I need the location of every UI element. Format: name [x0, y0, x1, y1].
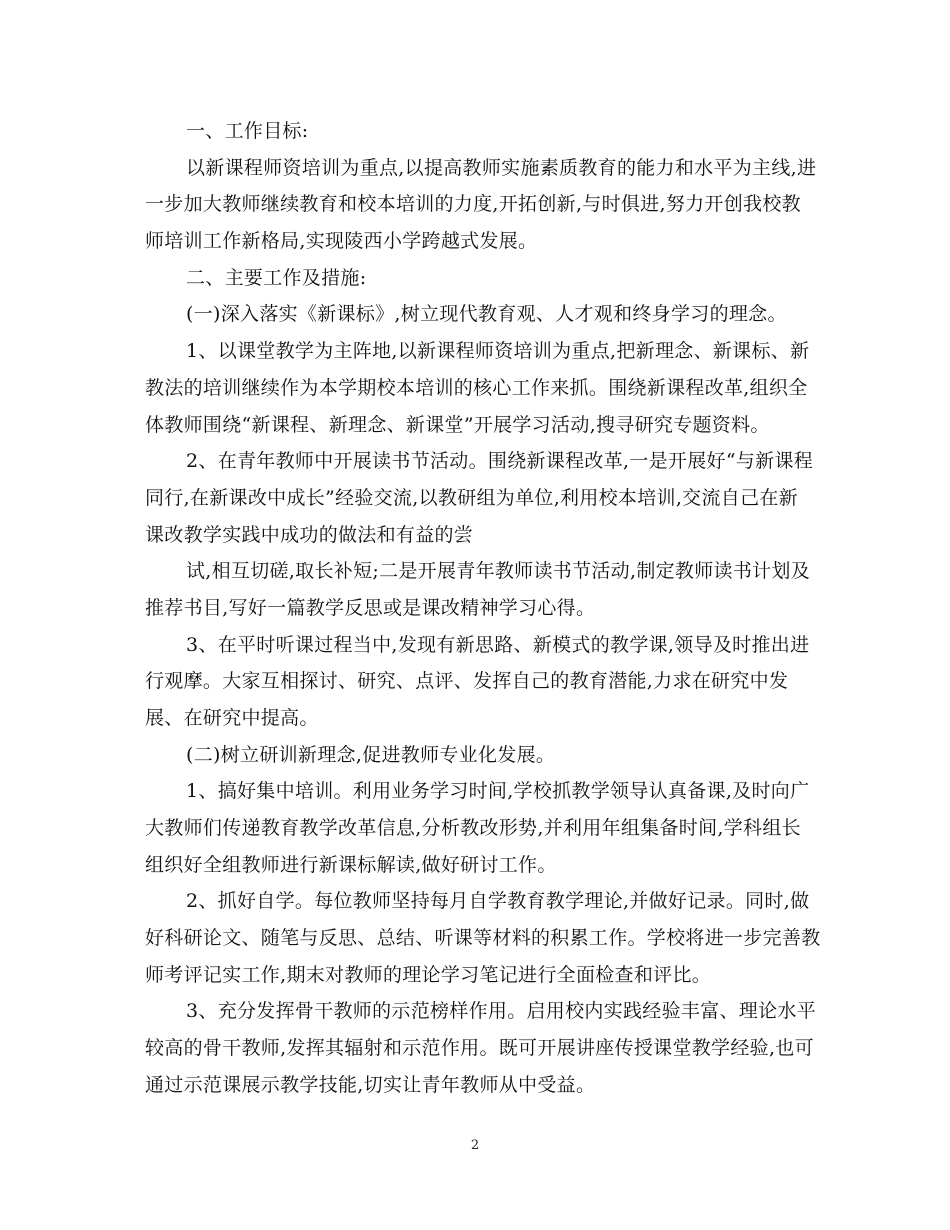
subsection-heading-1: (一)深入落实《新课标》,树立现代教育观、人才观和终身学习的理念。 — [186, 303, 787, 325]
paragraph-line: 组织好全组教师进行新课标解读,做好研讨工作。 — [145, 854, 557, 876]
paragraph-line: 以新课程师资培训为重点,以提高教师实施素质教育的能力和水平为主线,进 — [186, 157, 817, 179]
section-heading-goals: 一、工作目标: — [186, 120, 309, 142]
paragraph-line: 较高的骨干教师,发挥其辐射和示范作用。既可开展讲座传授课堂教学经验,也可 — [145, 1037, 814, 1059]
paragraph-line: 师考评记实工作,期末对教师的理论学习笔记进行全面检查和评比。 — [145, 964, 712, 986]
paragraph-line: 好科研论文、随笔与反思、总结、听课等材料的积累工作。学校将进一步完善教 — [145, 927, 821, 949]
paragraph-line: 1、以课堂教学为主阵地,以新课程师资培训为重点,把新理念、新课标、新 — [186, 340, 810, 362]
paragraph-line: 行观摩。大家互相探讨、研究、点评、发挥自己的教育潜能,力求在研究中发 — [145, 670, 789, 692]
section-heading-measures: 二、主要工作及措施: — [186, 267, 367, 289]
paragraph-line: 3、充分发挥骨干教师的示范榜样作用。启用校内实践经验丰富、理论水平 — [186, 1000, 816, 1022]
paragraph-line: 体教师围绕“新课程、新理念、新课堂”开展学习活动,搜寻研究专题资料。 — [145, 414, 770, 436]
paragraph-line: 2、抓好自学。每位教师坚持每月自学教育教学理论,并做好记录。同时,做 — [186, 890, 810, 912]
page-number: 2 — [470, 1138, 480, 1153]
paragraph-line: 通过示范课展示教学技能,切实让青年教师从中受益。 — [145, 1074, 596, 1096]
paragraph-line: 试,相互切磋,取长补短;二是开展青年教师读书节活动,制定教师读书计划及 — [186, 560, 811, 582]
paragraph-line: 展、在研究中提高。 — [145, 707, 319, 729]
paragraph-line: 2、在青年教师中开展读书节活动。围绕新课程改革,一是开展好“与新课程 — [186, 450, 814, 472]
paragraph-line: 师培训工作新格局,实现陵西小学跨越式发展。 — [145, 230, 538, 252]
paragraph-line: 大教师们传递教育教学改革信息,分析教改形势,并利用年组集备时间,学科组长 — [145, 817, 801, 839]
paragraph-line: 同行,在新课改中成长”经验交流,以教研组为单位,利用校本培训,交流自己在新 — [145, 487, 798, 509]
subsection-heading-2: (二)树立研训新理念,促进教师专业化发展。 — [186, 744, 556, 766]
paragraph-line: 1、搞好集中培训。利用业务学习时间,学校抓教学领导认真备课,及时向广 — [186, 780, 810, 802]
paragraph-line: 推荐书目,写好一篇教学反思或是课改精神学习心得。 — [145, 597, 596, 619]
paragraph-line: 一步加大教师继续教育和校本培训的力度,开拓创新,与时俱进,努力开创我校教 — [145, 193, 801, 215]
paragraph-line: 3、在平时听课过程当中,发现有新思路、新模式的教学课,领导及时推出进 — [186, 634, 810, 656]
paragraph-line: 教法的培训继续作为本学期校本培训的核心工作来抓。围绕新课程改革,组织全 — [145, 377, 808, 399]
paragraph-line: 课改教学实践中成功的做法和有益的尝 — [145, 524, 474, 546]
